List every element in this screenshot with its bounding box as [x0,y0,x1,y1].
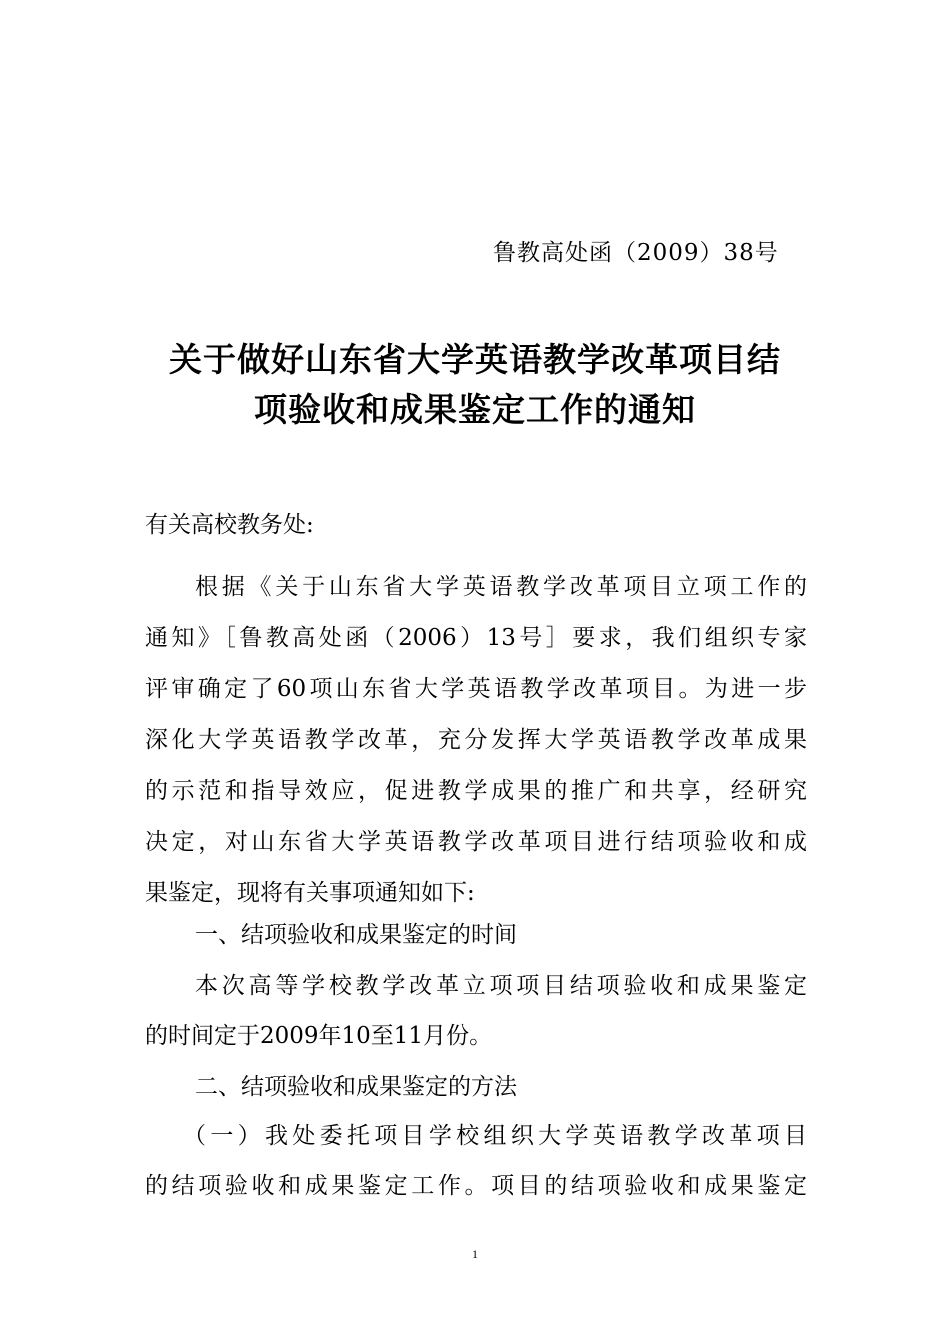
salutation: 有关高校教务处: [145,512,314,538]
body-line: （一）我处委托项目学校组织大学英语教学改革项目 [183,1123,807,1149]
body-line: 通知》［鲁教高处函（2006）13号］要求，我们组织专家 [145,625,807,651]
body-line: 的示范和指导效应，促进教学成果的推广和共享，经研究 [145,778,807,804]
body-line: 的时间定于2009年10至11月份。 [145,1023,493,1049]
document-number: 鲁教高处函（2009）38号 [493,240,779,266]
body-line: 根据《关于山东省大学英语教学改革项目立项工作的 [195,574,807,600]
body-line: 果鉴定，现将有关事项通知如下: [145,880,475,906]
body-line: 的结项验收和成果鉴定工作。项目的结项验收和成果鉴定 [145,1173,807,1199]
section-heading: 二、结项验收和成果鉴定的方法 [195,1074,517,1100]
body-line: 深化大学英语教学改革，充分发挥大学英语教学改革成果 [145,727,807,753]
body-line: 评审确定了60项山东省大学英语教学改革项目。为进一步 [145,676,807,702]
page-number: 1 [472,1247,478,1261]
body-line: 决定，对山东省大学英语教学改革项目进行结项验收和成 [145,829,807,855]
body-line: 本次高等学校教学改革立项项目结项验收和成果鉴定 [195,973,807,999]
section-heading: 一、结项验收和成果鉴定的时间 [195,922,517,948]
document-title-line-1: 关于做好山东省大学英语教学改革项目结 [169,340,781,379]
document-title-line-2: 项验收和成果鉴定工作的通知 [254,390,696,429]
